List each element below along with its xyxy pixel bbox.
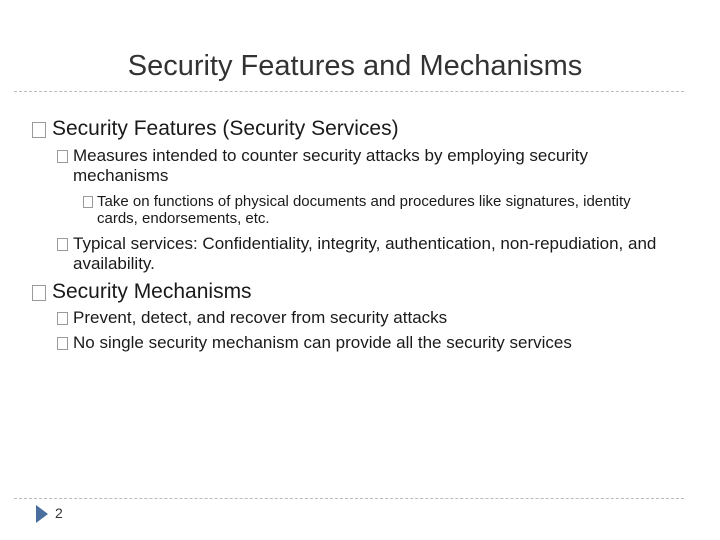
bullet-square-icon <box>57 150 68 163</box>
bullet-square-icon <box>57 312 68 325</box>
page-marker-icon <box>36 505 48 523</box>
bullet-no-single-mechanism <box>57 333 617 353</box>
bullet-text: Security Mechanisms <box>52 280 252 303</box>
bullet-measures <box>57 146 657 186</box>
slide-title: Security Features and Mechanisms <box>127 50 583 82</box>
bullet-text: Typical services: Confidentiality, integrity, authentication, non-repudiation, and availability. <box>73 234 657 273</box>
bullet-text: Prevent, detect, and recover from security attacks <box>73 308 448 327</box>
title-divider <box>14 91 684 92</box>
bullet-square-icon <box>32 285 46 301</box>
bullet-text: Take on functions of physical documents and procedures like signatures, identity cards, endorsements, etc. <box>97 193 631 227</box>
bullet-physical-documents <box>83 193 653 227</box>
bullet-text: Measures intended to counter security attacks by employing security mechanisms <box>73 146 588 185</box>
bullet-text: Security Features (Security Services) <box>52 117 399 140</box>
bullet-text: No single security mechanism can provide all the security services <box>73 333 572 352</box>
bullet-typical-services <box>57 234 657 274</box>
bullet-square-icon <box>32 122 46 138</box>
footer-divider <box>14 498 684 499</box>
bullet-square-icon <box>57 337 68 350</box>
bullet-square-icon <box>57 238 68 251</box>
bullet-square-icon <box>83 196 93 208</box>
bullet-security-mechanisms <box>32 280 672 304</box>
bullet-prevent-detect <box>57 308 657 328</box>
bullet-security-features <box>32 117 672 141</box>
page-number: 2 <box>55 505 63 521</box>
